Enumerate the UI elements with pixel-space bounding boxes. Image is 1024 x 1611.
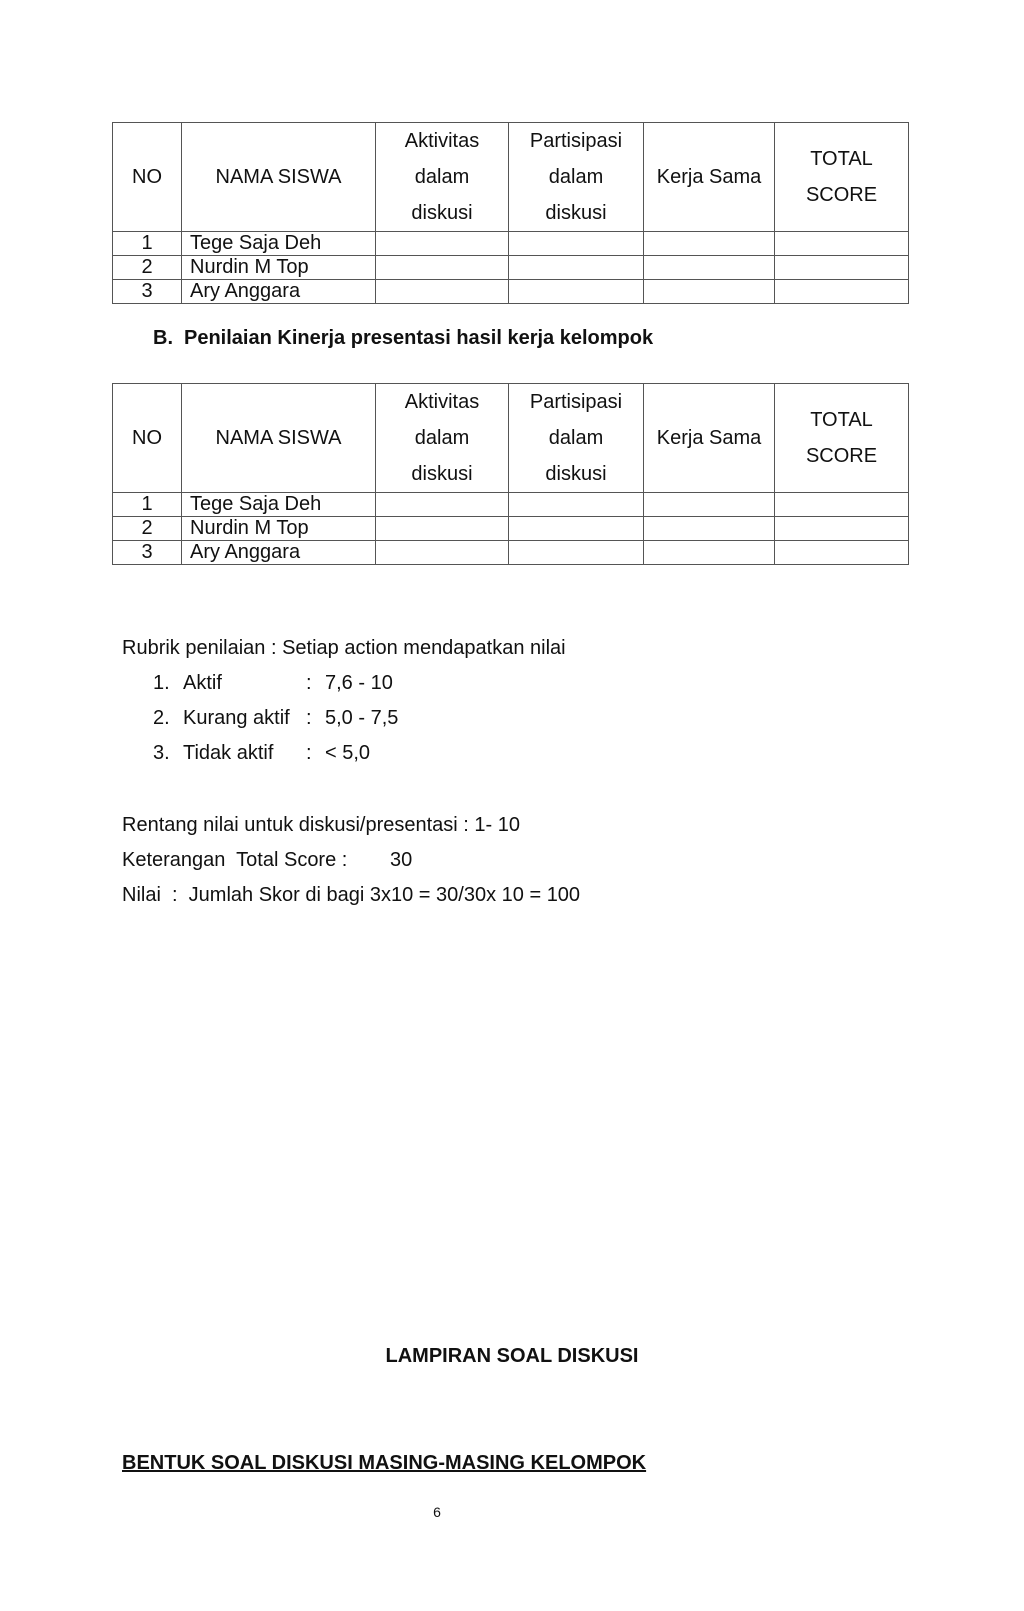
assessment-table-1	[112, 122, 909, 304]
header-activity-line: dalam	[414, 427, 470, 449]
header-activity-line: diskusi	[411, 202, 473, 224]
activity-cell	[376, 541, 509, 565]
header-participation	[509, 384, 644, 493]
activity-cell	[376, 493, 509, 517]
total-score-label: Keterangan Total Score :	[122, 849, 348, 871]
total-score-cell	[775, 232, 909, 256]
rubric-item-value: 7,6 - 10	[325, 672, 393, 694]
total-score-cell	[775, 541, 909, 565]
header-participation-line: diskusi	[545, 202, 607, 224]
header-participation-line: Partisipasi	[529, 130, 623, 152]
row-number: 1	[113, 232, 182, 256]
table-header-row	[113, 384, 909, 493]
header-total-score	[775, 384, 909, 493]
header-participation-line: dalam	[548, 166, 604, 188]
header-student-name: NAMA SISWA	[182, 384, 376, 493]
activity-cell	[376, 517, 509, 541]
participation-cell	[509, 232, 644, 256]
total-score-cell	[775, 493, 909, 517]
teamwork-cell	[644, 232, 775, 256]
teamwork-cell	[644, 256, 775, 280]
table-row	[113, 256, 909, 280]
header-total-line: SCORE	[805, 184, 878, 206]
header-total-line: SCORE	[805, 445, 878, 467]
rubric-item-value: 5,0 - 7,5	[325, 707, 399, 729]
participation-cell	[509, 256, 644, 280]
header-participation-line: diskusi	[545, 463, 607, 485]
student-name: Nurdin M Top	[182, 256, 376, 280]
participation-cell	[509, 280, 644, 304]
header-teamwork: Kerja Sama	[644, 384, 775, 493]
teamwork-cell	[644, 541, 775, 565]
total-score-cell	[775, 517, 909, 541]
section-b-heading	[153, 327, 653, 350]
header-activity	[376, 384, 509, 493]
participation-cell	[509, 541, 644, 565]
activity-cell	[376, 256, 509, 280]
rubric-item-value: < 5,0	[325, 742, 371, 764]
appendix-title: LAMPIRAN SOAL DISKUSI	[385, 1345, 639, 1367]
rubric-item-colon: :	[306, 742, 312, 764]
header-total-line: TOTAL	[810, 148, 873, 170]
table-row	[113, 232, 909, 256]
row-number: 2	[113, 517, 182, 541]
final-score-formula: Nilai : Jumlah Skor di bagi 3x10 = 30/30x 10 = 100	[122, 884, 581, 906]
rubric-item-label: Kurang aktif	[183, 707, 290, 729]
row-number: 1	[113, 493, 182, 517]
student-name: Tege Saja Deh	[182, 493, 376, 517]
table-row	[113, 517, 909, 541]
row-number: 3	[113, 541, 182, 565]
student-name: Nurdin M Top	[182, 517, 376, 541]
header-activity-line: diskusi	[411, 463, 473, 485]
total-score-cell	[775, 280, 909, 304]
header-teamwork: Kerja Sama	[644, 123, 775, 232]
rubric-item-number: 1.	[153, 672, 170, 694]
teamwork-cell	[644, 280, 775, 304]
student-name: Ary Anggara	[182, 280, 376, 304]
table-row	[113, 280, 909, 304]
participation-cell	[509, 517, 644, 541]
header-student-name: NAMA SISWA	[182, 123, 376, 232]
header-total-score	[775, 123, 909, 232]
rubric-item-number: 3.	[153, 742, 170, 764]
student-name: Tege Saja Deh	[182, 232, 376, 256]
header-activity-line: Aktivitas	[404, 391, 480, 413]
assessment-table-2	[112, 383, 909, 565]
header-participation-line: Partisipasi	[529, 391, 623, 413]
rubric-item-number: 2.	[153, 707, 170, 729]
rubric-item-label: Tidak aktif	[183, 742, 274, 764]
header-no: NO	[113, 384, 182, 493]
section-b-title: Penilaian Kinerja presentasi hasil kerja kelompok	[184, 327, 654, 349]
header-total-line: TOTAL	[810, 409, 873, 431]
total-score-cell	[775, 256, 909, 280]
header-participation	[509, 123, 644, 232]
score-range-text: Rentang nilai untuk diskusi/presentasi : 1- 10	[122, 814, 521, 836]
table-row	[113, 493, 909, 517]
header-participation-line: dalam	[548, 427, 604, 449]
student-name: Ary Anggara	[182, 541, 376, 565]
total-score-value: 30	[390, 849, 413, 871]
teamwork-cell	[644, 493, 775, 517]
header-activity-line: dalam	[414, 166, 470, 188]
activity-cell	[376, 232, 509, 256]
row-number: 3	[113, 280, 182, 304]
activity-cell	[376, 280, 509, 304]
table-header-row	[113, 123, 909, 232]
table-row	[113, 541, 909, 565]
row-number: 2	[113, 256, 182, 280]
rubric-item-colon: :	[306, 672, 312, 694]
section-b-label: B.	[153, 327, 173, 349]
header-activity	[376, 123, 509, 232]
rubric-intro: Rubrik penilaian : Setiap action mendapatkan nilai	[122, 637, 566, 659]
rubric-item-colon: :	[306, 707, 312, 729]
header-activity-line: Aktivitas	[404, 130, 480, 152]
header-no: NO	[113, 123, 182, 232]
rubric-item-label: Aktif	[183, 672, 222, 694]
page-number: 6	[433, 1504, 441, 1520]
appendix-subtitle: BENTUK SOAL DISKUSI MASING-MASING KELOMPOK	[122, 1452, 647, 1474]
teamwork-cell	[644, 517, 775, 541]
participation-cell	[509, 493, 644, 517]
